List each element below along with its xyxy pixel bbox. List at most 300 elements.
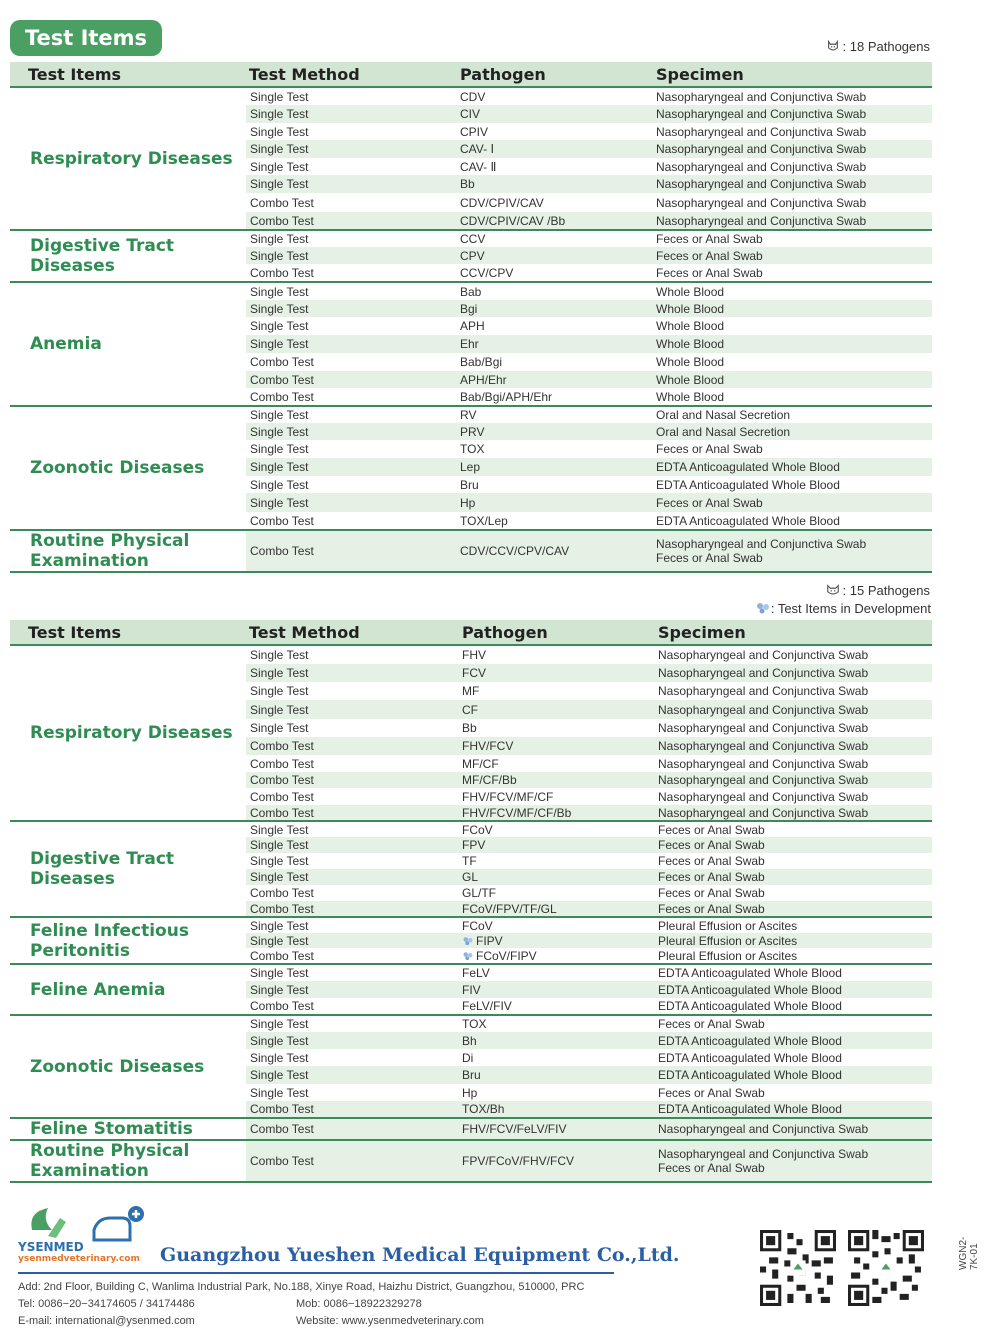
test-method-cell: Single Test <box>246 981 458 998</box>
email: E-mail: international@ysenmed.com <box>18 1315 195 1327</box>
test-method-cell: Combo Test <box>246 772 458 788</box>
test-method-cell: Combo Test <box>246 212 456 230</box>
specimen-label-secondary: Feces or Anal Swab <box>656 551 763 565</box>
pathogen-cell <box>458 1066 654 1084</box>
specimen-cell <box>654 901 932 917</box>
specimen-cell <box>654 664 932 682</box>
header-specimen: Specimen <box>654 620 932 645</box>
specimen-label: EDTA Anticoagulated Whole Blood <box>658 1102 842 1116</box>
pathogen-label: TOX <box>460 442 485 456</box>
test-method-cell: Single Test <box>246 247 456 264</box>
specimen-label: EDTA Anticoagulated Whole Blood <box>658 982 842 997</box>
pathogen-label: APH <box>460 319 485 333</box>
specimen-cell <box>652 440 932 458</box>
category-label: Zoonotic Diseases <box>10 1015 246 1118</box>
test-method-cell: Combo Test <box>250 948 314 963</box>
test-method-cell: Single Test <box>246 493 456 512</box>
specimen-cell <box>652 458 932 476</box>
test-method-cell: Single Test <box>246 1032 458 1049</box>
pathogen-label: Ehr <box>460 337 479 351</box>
table-row <box>10 1118 932 1140</box>
pathogen-cell <box>456 406 652 423</box>
pathogen-label: TOX/Bh <box>462 1102 505 1116</box>
pathogen-cell <box>458 788 654 805</box>
pathogen-label: Bh <box>462 1033 477 1048</box>
specimen-cell <box>654 981 932 998</box>
pathogen-label: CIV <box>460 107 481 121</box>
table-header-row <box>10 620 932 645</box>
specimen-label: Whole Blood <box>656 284 725 299</box>
specimen-cell <box>652 193 932 212</box>
pathogen-label: CPV <box>460 248 485 263</box>
test-method-cell: Single Test <box>246 406 456 423</box>
category-label: Feline Infectious Peritonitis <box>10 917 246 964</box>
pathogen-label: Bab <box>460 284 482 299</box>
page-title: Test Items <box>10 20 162 56</box>
specimen-label: Nasopharyngeal and Conjunctiva Swab <box>658 756 869 771</box>
specimen-label: Oral and Nasal Secretion <box>656 408 791 422</box>
pathogen-cell <box>456 105 652 123</box>
specimen-cell <box>654 645 932 664</box>
specimen-label: Nasopharyngeal and Conjunctiva Swab <box>658 684 869 698</box>
specimen-cell <box>654 853 932 869</box>
specimen-label: Nasopharyngeal and Conjunctiva Swab <box>658 1147 869 1161</box>
specimen-cell <box>652 406 932 423</box>
pathogen-label: FHV/FCV <box>462 739 514 753</box>
table-row <box>10 964 932 981</box>
test-method-cell: Single Test <box>246 140 456 158</box>
specimen-cell <box>652 423 932 440</box>
footer <box>0 1190 1000 1342</box>
qr-code-icon[interactable] <box>848 1230 924 1306</box>
specimen-cell <box>654 1032 932 1049</box>
specimen-label: Nasopharyngeal and Conjunctiva Swab <box>658 805 869 820</box>
specimen-label: EDTA Anticoagulated Whole Blood <box>658 999 842 1013</box>
feline-pathogen-count <box>826 583 930 598</box>
specimen-label: Feces or Anal Swab <box>656 248 763 263</box>
pathogen-label: Hp <box>460 495 476 510</box>
specimen-label: EDTA Anticoagulated Whole Blood <box>658 966 842 980</box>
test-method-cell: Single Test <box>246 230 456 247</box>
virus-icon <box>462 951 474 961</box>
pathogen-cell <box>458 964 654 981</box>
test-method-cell: Single Test <box>246 87 456 105</box>
pathogen-label: FHV <box>462 648 486 662</box>
specimen-label: Nasopharyngeal and Conjunctiva Swab <box>658 789 869 804</box>
specimen-label: Nasopharyngeal and Conjunctiva Swab <box>658 773 869 787</box>
pathogen-label: FHV/FCV/MF/CF/Bb <box>462 805 572 820</box>
specimen-label: Feces or Anal Swab <box>658 838 765 852</box>
header-test-items: Test Items <box>10 620 246 645</box>
header-pathogen: Pathogen <box>458 620 654 645</box>
test-method-cell: Combo Test <box>250 999 314 1013</box>
specimen-cell <box>654 755 932 772</box>
pathogen-cell <box>456 371 652 388</box>
pathogen-label: CCV <box>460 232 486 246</box>
development-legend <box>755 601 931 616</box>
test-method-cell: Single Test <box>250 159 309 174</box>
address: Add: 2nd Floor, Building C, Wanlima Industrial Park, No.188, Xinye Road, Haizhu District, Guangzhou, 510000, PRC <box>18 1281 585 1293</box>
pathogen-cell <box>456 493 652 512</box>
test-method-cell: Single Test <box>246 105 456 123</box>
test-method-cell: Single Test <box>246 458 456 476</box>
pathogen-cell <box>458 1032 654 1049</box>
specimen-label: Feces or Anal Swab <box>658 1017 765 1031</box>
pathogen-label: Bru <box>460 477 479 492</box>
test-method-cell: Combo Test <box>246 371 456 388</box>
pathogen-label: CDV/CPIV/CAV <box>460 195 544 210</box>
pathogen-cell <box>456 530 652 572</box>
test-method-cell: Single Test <box>246 664 458 682</box>
pathogen-label: Di <box>462 1050 474 1065</box>
specimen-label: Pleural Effusion or Ascites <box>658 948 798 963</box>
pathogen-cell <box>458 805 654 821</box>
specimen-label: Nasopharyngeal and Conjunctiva Swab <box>656 213 867 228</box>
specimen-cell <box>654 1101 932 1118</box>
category-label: Zoonotic Diseases <box>10 406 246 530</box>
website: Website: www.ysenmedveterinary.com <box>296 1315 484 1327</box>
specimen-label: Whole Blood <box>656 372 725 387</box>
table-header-row <box>10 62 932 87</box>
pathogen-cell <box>458 853 654 869</box>
specimen-label: EDTA Anticoagulated Whole Blood <box>656 513 840 528</box>
specimen-label: Feces or Anal Swab <box>658 822 765 837</box>
test-method-cell: Single Test <box>246 821 458 837</box>
test-method-cell: Single Test <box>250 1050 309 1065</box>
pathogen-cell <box>458 1084 654 1101</box>
pathogen-label: GL/TF <box>462 886 497 900</box>
pathogen-cell <box>458 755 654 772</box>
category-label: Routine Physical Examination <box>10 530 246 572</box>
specimen-label: Nasopharyngeal and Conjunctiva Swab <box>656 195 867 210</box>
table-row <box>10 645 932 664</box>
pathogen-label: FHV/FCV/FeLV/FIV <box>462 1122 567 1136</box>
specimen-cell <box>652 512 932 530</box>
test-method-cell: Single Test <box>246 933 458 948</box>
brand-site: ysenmedveterinary.com <box>18 1254 140 1264</box>
test-method-cell: Single Test <box>246 300 456 317</box>
divider <box>18 1272 614 1274</box>
specimen-label: Feces or Anal Swab <box>658 1085 765 1100</box>
pathogen-label: CDV/CPIV/CAV /Bb <box>460 213 566 228</box>
test-method-cell: Combo Test <box>246 530 456 572</box>
pathogen-label: Bab/Bgi <box>460 355 503 369</box>
table-row <box>10 1015 932 1032</box>
pathogen-cell <box>458 837 654 853</box>
test-method-cell: Single Test <box>250 477 309 492</box>
pathogen-cell <box>456 335 652 353</box>
pathogen-label: MF/CF/Bb <box>462 773 517 787</box>
test-method-cell: Single Test <box>246 837 458 853</box>
pathogen-label: FIPV <box>476 933 503 948</box>
test-method-cell: Combo Test <box>246 737 458 755</box>
specimen-cell <box>654 964 932 981</box>
pathogen-label: FCoV <box>462 822 493 837</box>
pathogen-cell <box>458 885 654 901</box>
canine-test-table <box>10 62 932 573</box>
category-label: Respiratory Diseases <box>10 645 246 821</box>
cat-icon <box>826 583 840 597</box>
specimen-cell <box>654 998 932 1015</box>
specimen-label: Feces or Anal Swab <box>656 232 763 246</box>
pathogen-cell <box>458 821 654 837</box>
pathogen-cell <box>458 682 654 700</box>
pathogen-cell <box>458 917 654 933</box>
test-method-cell: Combo Test <box>246 1101 458 1118</box>
category-label: Anemia <box>10 282 246 406</box>
header-test-method: Test Method <box>246 62 456 87</box>
pathogen-cell <box>456 388 652 406</box>
test-method-cell: Single Test <box>246 1015 458 1032</box>
specimen-label: Whole Blood <box>656 355 725 369</box>
specimen-label: EDTA Anticoagulated Whole Blood <box>658 1050 842 1065</box>
specimen-cell <box>652 212 932 230</box>
specimen-label: Nasopharyngeal and Conjunctiva Swab <box>658 739 869 753</box>
specimen-label: Nasopharyngeal and Conjunctiva Swab <box>658 702 869 717</box>
specimen-label: Pleural Effusion or Ascites <box>658 933 798 948</box>
category-label: Respiratory Diseases <box>10 87 246 230</box>
pathogen-cell <box>456 282 652 300</box>
pathogen-cell <box>456 264 652 282</box>
test-method-cell: Single Test <box>250 684 309 698</box>
pathogen-label: Bb <box>462 721 477 735</box>
specimen-cell <box>654 805 932 821</box>
specimen-cell <box>654 1015 932 1032</box>
test-method-cell: Single Test <box>250 319 309 333</box>
pathogen-cell <box>458 948 654 964</box>
test-method-cell: Combo Test <box>250 886 314 900</box>
pathogen-label: RV <box>460 408 477 422</box>
specimen-cell <box>654 948 932 964</box>
header-specimen: Specimen <box>652 62 932 87</box>
pathogen-cell <box>456 300 652 317</box>
pathogen-label: Lep <box>460 460 481 474</box>
specimen-label: EDTA Anticoagulated Whole Blood <box>656 477 840 492</box>
pathogen-label: Bru <box>462 1068 481 1082</box>
specimen-cell <box>654 1118 932 1140</box>
pathogen-cell <box>456 476 652 493</box>
test-method-cell: Combo Test <box>250 756 314 771</box>
test-method-cell: Combo Test <box>250 265 314 280</box>
pathogen-label: Bgi <box>460 301 478 316</box>
test-method-cell: Combo Test <box>250 513 314 528</box>
pathogen-cell <box>456 423 652 440</box>
pathogen-label: CF <box>462 702 478 717</box>
specimen-cell <box>652 335 932 353</box>
specimen-label: Feces or Anal Swab <box>658 870 765 884</box>
test-method-cell: Single Test <box>246 1066 458 1084</box>
pathogen-cell <box>456 247 652 264</box>
brand-name: YSENMED <box>18 1240 84 1254</box>
category-label: Routine Physical Examination <box>10 1140 246 1182</box>
specimen-cell <box>652 175 932 193</box>
test-method-cell: Single Test <box>246 964 458 981</box>
test-method-cell: Single Test <box>246 869 458 885</box>
specimen-label: Feces or Anal Swab <box>658 886 765 900</box>
category-label: Feline Stomatitis <box>10 1118 246 1140</box>
test-method-cell: Combo Test <box>246 1140 458 1182</box>
specimen-cell <box>652 317 932 335</box>
pathogen-cell <box>458 700 654 719</box>
specimen-cell <box>654 788 932 805</box>
specimen-cell <box>652 230 932 247</box>
pathogen-label: FIV <box>462 982 481 997</box>
specimen-label: Nasopharyngeal and Conjunctiva Swab <box>656 159 867 174</box>
specimen-cell <box>652 530 932 572</box>
specimen-cell <box>652 105 932 123</box>
pathogen-cell <box>458 1015 654 1032</box>
specimen-cell <box>652 388 932 406</box>
specimen-label: Feces or Anal Swab <box>656 495 763 510</box>
table-row <box>10 917 932 933</box>
pathogen-label: CAV- Ⅰ <box>460 142 494 156</box>
pathogen-label: FCoV/FPV/TF/GL <box>462 901 557 916</box>
test-method-cell: Single Test <box>246 282 456 300</box>
pathogen-label: TF <box>462 854 477 868</box>
table-row <box>10 230 932 247</box>
pathogen-label: FCoV <box>462 918 493 933</box>
specimen-cell <box>654 1140 932 1182</box>
specimen-cell <box>654 1049 932 1066</box>
pathogen-cell <box>458 981 654 998</box>
feline-test-table <box>10 620 932 1183</box>
test-method-cell: Combo Test <box>246 805 458 821</box>
pathogen-label: GL <box>462 870 479 884</box>
canine-pathogen-count <box>826 39 930 54</box>
specimen-cell <box>654 917 932 933</box>
header-test-method: Test Method <box>246 620 458 645</box>
pathogen-cell <box>458 737 654 755</box>
specimen-cell <box>652 247 932 264</box>
specimen-cell <box>654 869 932 885</box>
specimen-label: Nasopharyngeal and Conjunctiva Swab <box>656 177 867 191</box>
pathogen-label: PRV <box>460 424 485 439</box>
pathogen-label: FPV/FCoV/FHV/FCV <box>462 1154 575 1168</box>
pathogen-label: CDV/CCV/CPV/CAV <box>460 544 570 558</box>
category-label: Digestive Tract Diseases <box>10 821 246 917</box>
pathogen-label: FCV <box>462 666 486 680</box>
specimen-cell <box>652 300 932 317</box>
development-note-text: : Test Items in Development <box>770 601 931 616</box>
header-test-items: Test Items <box>10 62 246 87</box>
pathogen-cell <box>458 664 654 682</box>
specimen-label: Feces or Anal Swab <box>658 901 765 916</box>
pathogen-cell <box>458 998 654 1015</box>
company-name: Guangzhou Yueshen Medical Equipment Co.,Ltd. <box>160 1244 680 1266</box>
specimen-label: Feces or Anal Swab <box>656 265 763 280</box>
specimen-cell <box>654 682 932 700</box>
pathogen-cell <box>456 458 652 476</box>
pathogen-label: FeLV/FIV <box>462 999 512 1013</box>
pathogen-label: CAV- Ⅱ <box>460 159 497 174</box>
pathogen-cell <box>458 933 654 948</box>
pathogen-label: Bab/Bgi/APH/Ehr <box>460 389 553 404</box>
table-row <box>10 1140 932 1182</box>
specimen-cell <box>652 123 932 140</box>
specimen-label: EDTA Anticoagulated Whole Blood <box>658 1033 842 1048</box>
pathogen-cell <box>456 193 652 212</box>
virus-icon <box>462 936 474 946</box>
specimen-label: Whole Blood <box>656 301 725 316</box>
mobile: Mob: 0086−18922329278 <box>296 1298 422 1310</box>
specimen-label: Nasopharyngeal and Conjunctiva Swab <box>656 107 867 121</box>
test-method-cell: Single Test <box>246 700 458 719</box>
pathogen-label: MF/CF <box>462 756 499 771</box>
test-method-cell: Combo Test <box>246 901 458 917</box>
specimen-label: Nasopharyngeal and Conjunctiva Swab <box>656 537 867 551</box>
specimen-cell <box>652 476 932 493</box>
specimen-cell <box>652 282 932 300</box>
specimen-label: EDTA Anticoagulated Whole Blood <box>658 1068 842 1082</box>
specimen-cell <box>652 264 932 282</box>
specimen-cell <box>652 353 932 371</box>
test-method-cell: Combo Test <box>250 195 314 210</box>
table-row <box>10 406 932 423</box>
specimen-label: Pleural Effusion or Ascites <box>658 918 798 933</box>
canine-note-text: : 18 Pathogens <box>842 39 930 54</box>
specimen-label: Nasopharyngeal and Conjunctiva Swab <box>658 1122 869 1136</box>
category-label: Feline Anemia <box>10 964 246 1015</box>
specimen-label: Nasopharyngeal and Conjunctiva Swab <box>656 124 867 139</box>
feline-note-text: : 15 Pathogens <box>842 583 930 598</box>
test-method-cell: Single Test <box>250 442 309 456</box>
specimen-label: Whole Blood <box>656 389 725 404</box>
specimen-label: Whole Blood <box>656 337 725 351</box>
table-row <box>10 282 932 300</box>
pathogen-label: Hp <box>462 1085 478 1100</box>
pathogen-cell <box>456 512 652 530</box>
test-method-cell: Single Test <box>250 721 309 735</box>
test-method-cell: Combo Test <box>246 1118 458 1140</box>
specimen-label: Nasopharyngeal and Conjunctiva Swab <box>656 89 867 104</box>
test-method-cell: Combo Test <box>250 355 314 369</box>
test-method-cell: Single Test <box>246 645 458 664</box>
specimen-label: Feces or Anal Swab <box>658 854 765 868</box>
specimen-cell <box>654 933 932 948</box>
specimen-label: Nasopharyngeal and Conjunctiva Swab <box>658 648 869 662</box>
dog-icon <box>826 39 840 53</box>
header-pathogen: Pathogen <box>456 62 652 87</box>
specimen-cell <box>654 700 932 719</box>
test-method-cell: Combo Test <box>250 389 314 404</box>
pathogen-cell <box>458 1049 654 1066</box>
pathogen-label: FCoV/FIPV <box>476 948 537 963</box>
pathogen-cell <box>456 123 652 140</box>
specimen-label: Oral and Nasal Secretion <box>656 424 791 439</box>
specimen-cell <box>652 493 932 512</box>
virus-icon <box>755 602 771 614</box>
test-method-cell: Single Test <box>246 335 456 353</box>
pathogen-label: CCV/CPV <box>460 265 514 280</box>
specimen-cell <box>654 737 932 755</box>
pathogen-cell <box>456 212 652 230</box>
pathogen-label: CDV <box>460 89 486 104</box>
test-method-cell: Single Test <box>246 175 456 193</box>
telephone: Tel: 0086−20−34174605 / 34174486 <box>18 1298 195 1310</box>
specimen-label-secondary: Feces or Anal Swab <box>658 1161 765 1175</box>
pathogen-cell <box>458 869 654 885</box>
pathogen-cell <box>456 440 652 458</box>
pathogen-label: TOX <box>462 1017 487 1031</box>
pathogen-label: FPV <box>462 838 486 852</box>
pathogen-cell <box>458 772 654 788</box>
pathogen-cell <box>456 140 652 158</box>
qr-code-icon[interactable] <box>760 1230 836 1306</box>
specimen-cell <box>654 1084 932 1101</box>
pathogen-label: Bb <box>460 177 475 191</box>
pathogen-cell <box>458 1118 654 1140</box>
test-method-cell: Single Test <box>250 124 309 139</box>
